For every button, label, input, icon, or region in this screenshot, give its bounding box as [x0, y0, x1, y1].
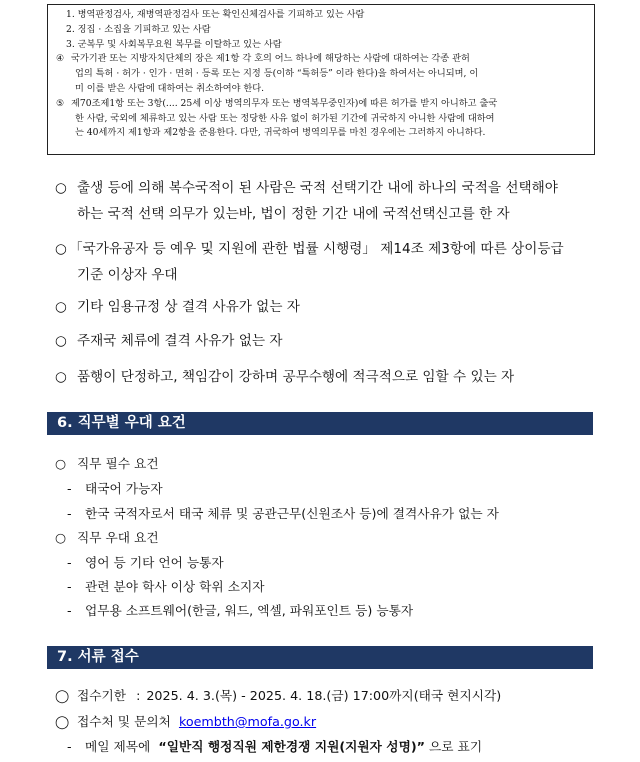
circle-bullet: ○: [55, 530, 67, 545]
mail-subject-format: “일반직 행정직원 제한경쟁 지원(지원자 성명)”: [158, 739, 425, 754]
qualification-4: ○ 주재국 체류에 결격 사유가 없는 자: [55, 328, 600, 354]
circle-bullet: ○: [55, 180, 67, 196]
dash-bullet: -: [67, 555, 72, 570]
circle-bullet: ○: [55, 369, 67, 385]
circle-bullet: ○: [55, 299, 67, 315]
excerpt-item-5: ⑤ 제70조제1항 또는 3항(.... 25세 이상 병역의무자 또는 병역복무중인자)에 따른 허가를 받지 아니하고 출국: [56, 97, 586, 112]
qualification-3: ○ 기타 임용규정 상 결격 사유가 없는 자: [55, 294, 600, 320]
circled-number-4: ④: [56, 53, 65, 65]
section-7-header: 7. 서류 접수: [47, 646, 593, 669]
excerpt-item-2: 2. 징집 · 소집을 기피하고 있는 사람: [66, 23, 211, 35]
law-excerpt-box: 1. 병역판정검사, 재병역판정검사 또는 확인신체검사를 기피하고 있는 사람 2. 징집 · 소집을 기피하고 있는 사람 3. 군복무 및 사회복무요원 복무를 이탈하고 있는 사람 ④ 국가기관 또는 지방자치단체의 장은 제1항 각 호의 어느 하나에 해당하는 사람에 대하여는 각종 관허 업의 특허 · 허가 · 인가 · 면허 · 등록 또는 지정 등(이하 “특허등” 이라 한다)을 하여서는 아니되며, 이 미 이를 받은 사람에 대하여는 취소하여야 한다. ⑤ 제70조제1항 또는 3항(.... 25세 이상 병역의무자 또는 병역복무중인자)에 따른 허가를 받지 아니하고 출국 한 사람, 국외에 체류하고 있는 사람 또는 정당한 사유 없이 허가된 기간에 귀국하지 아니한 사람에 대하여 는 40세까지 제1항과 제2항을 준용한다. 다만, 귀국하여 병역의무를 마친 경우에는 그러하지 아니하다.: [47, 4, 595, 155]
excerpt-item-4: ④ 국가기관 또는 지방자치단체의 장은 제1항 각 호의 어느 하나에 해당하는 사람에 대하여는 각종 관허: [56, 52, 586, 67]
circle-bullet: ○: [55, 333, 67, 349]
excerpt-item-3: 3. 군복무 및 사회복무요원 복무를 이탈하고 있는 사람: [66, 38, 282, 50]
dash-bullet: -: [67, 506, 72, 521]
preferred-title: ○ 직무 우대 요건: [55, 525, 600, 551]
required-item-1: - 태국어 가능자: [55, 476, 600, 502]
circled-number-5: ⑤: [56, 97, 65, 109]
dash-bullet: -: [67, 739, 72, 754]
application-period: ◯ 접수기한 : 2025. 4. 3.(목) - 2025. 4. 18.(금) 17:00까지(태국 현지시각): [55, 683, 600, 709]
required-title: ○ 직무 필수 요건: [55, 451, 600, 477]
dash-bullet: -: [67, 481, 72, 496]
excerpt-item-1: 1. 병역판정검사, 재병역판정검사 또는 확인신체검사를 기피하고 있는 사람: [66, 9, 365, 20]
dash-bullet: -: [67, 603, 72, 618]
section-6-header: 6. 직무별 우대 요건: [47, 412, 593, 435]
preferred-item-3: - 업무용 소프트웨어(한글, 워드, 엑셀, 파워포인트 등) 능통자: [55, 598, 600, 624]
contact-info: ◯ 접수처 및 문의처 koembth@mofa.go.kr: [55, 709, 600, 735]
qualification-1: ○ 출생 등에 의해 복수국적이 된 사람은 국적 선택기간 내에 하나의 국적을 선택해야: [55, 175, 600, 201]
email-link[interactable]: koembth@mofa.go.kr: [178, 714, 317, 729]
mail-subject-note: - 메일 제목에 “일반직 행정직원 제한경쟁 지원(지원자 성명)” 으로 표기: [55, 734, 600, 760]
qualification-2: ○ 「국가유공자 등 예우 및 지원에 관한 법률 시행령」 제14조 제3항에 따른 상이등급: [55, 236, 600, 262]
circle-bullet: ○: [55, 241, 67, 257]
preferred-item-1: - 영어 등 기타 언어 능통자: [55, 550, 600, 576]
circle-bullet: ◯: [55, 688, 70, 703]
qualification-5: ○ 품행이 단정하고, 책임감이 강하며 공무수행에 적극적으로 임할 수 있는 자: [55, 364, 600, 390]
circle-bullet: ◯: [55, 714, 70, 729]
circle-bullet: ○: [55, 456, 67, 471]
required-item-2: - 한국 국적자로서 태국 체류 및 공관근무(신원조사 등)에 결격사유가 없는 자: [55, 501, 600, 527]
dash-bullet: -: [67, 579, 72, 594]
preferred-item-2: - 관련 분야 학사 이상 학위 소지자: [55, 574, 600, 600]
